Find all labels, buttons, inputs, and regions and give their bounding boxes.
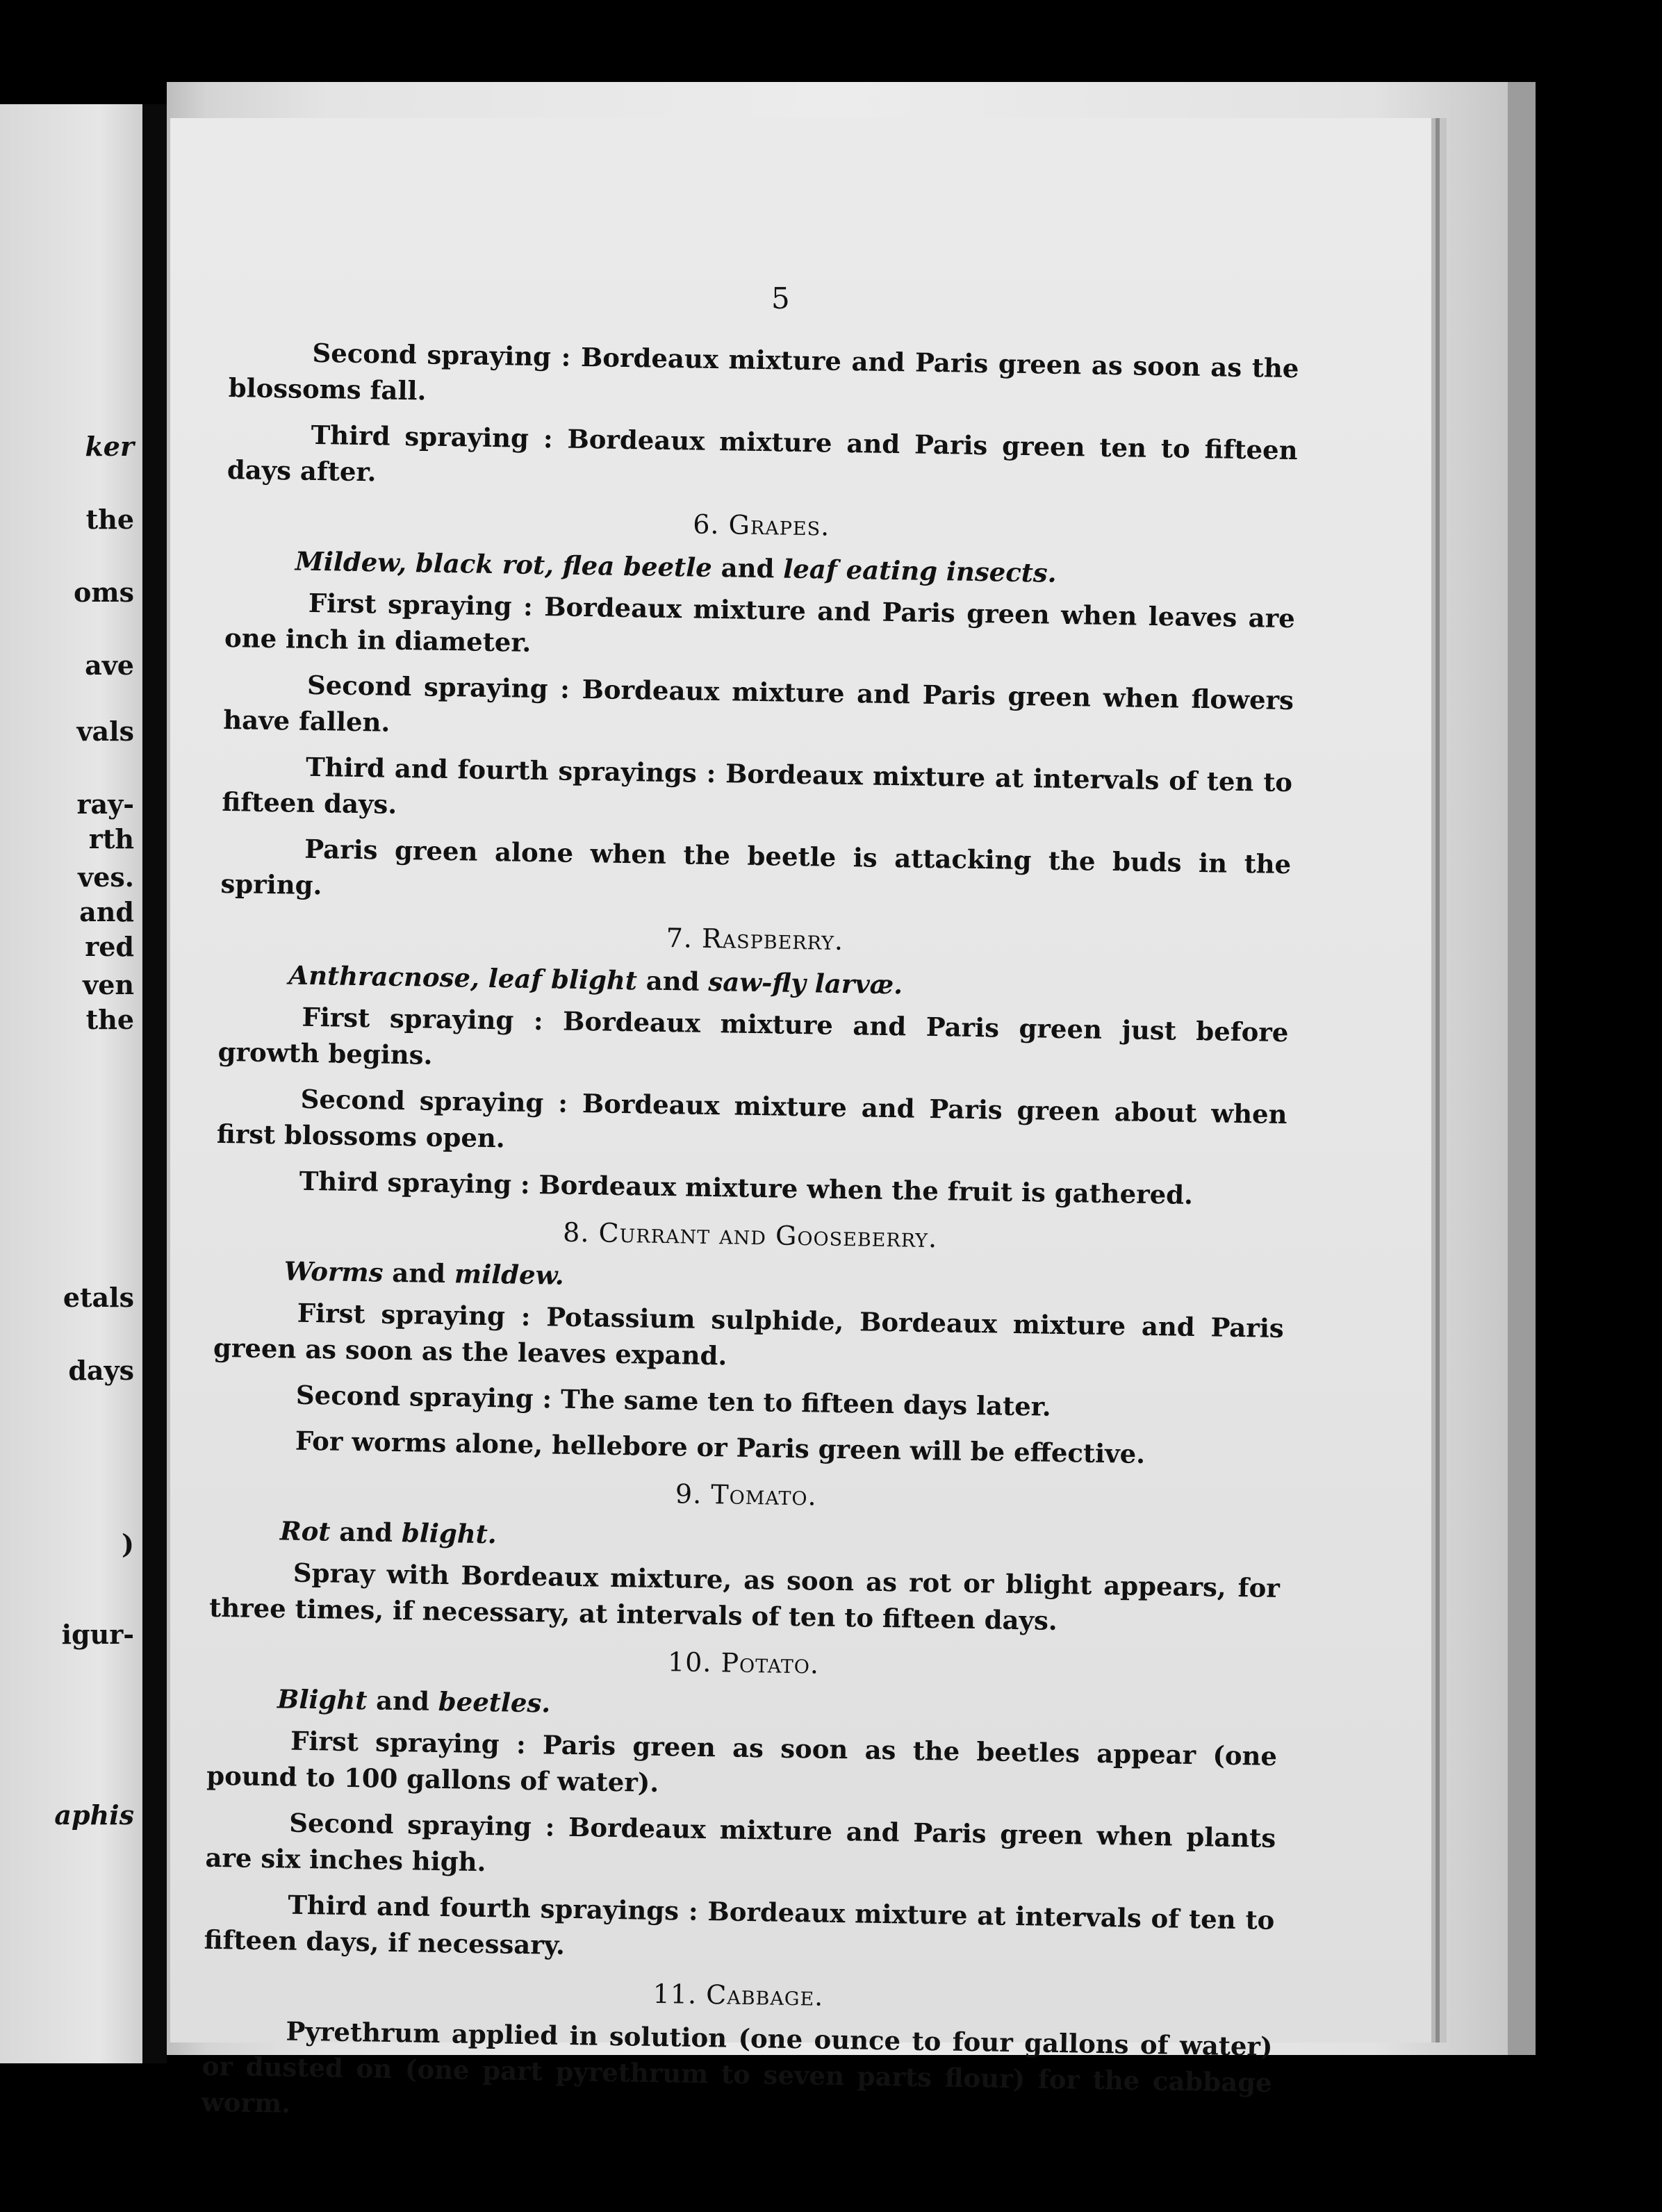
facing-page-text-fragment: ven xyxy=(83,969,134,1000)
section-title: Currant and Gooseberry. xyxy=(598,1217,938,1254)
instruction-paragraph xyxy=(224,584,1295,672)
facing-page-text-fragment: ker xyxy=(85,431,134,462)
facing-page-text-fragment: ) xyxy=(122,1528,134,1560)
instruction-text: Bordeaux mixture and Paris green ten to fifteen days after. xyxy=(227,423,1298,488)
pest-list-part: Mildew, black rot, flea beetle xyxy=(295,545,713,583)
facing-page-text-fragment: the xyxy=(85,1004,134,1035)
spraying-label: First spraying : xyxy=(290,1725,527,1760)
facing-page-text-fragment: oms xyxy=(74,577,134,608)
facing-page-text-fragment: and xyxy=(79,896,134,927)
instruction-text: The same ten to fifteen days later. xyxy=(551,1383,1052,1422)
instruction-text: Bordeaux mixture and Paris green about when first blossoms open. xyxy=(216,1087,1287,1154)
spraying-label: Third and fourth sprayings : xyxy=(288,1889,698,1926)
instruction-text: Pyrethrum applied in solution (one ounce to four gallons of water) or dusted on (one part pyrethrum to seven parts flour) for the cabbage worm. xyxy=(201,2015,1273,2119)
facing-page-text-fragment: vals xyxy=(76,716,134,747)
spraying-label: Second spraying : xyxy=(312,337,571,372)
facing-page-text-fragment: the xyxy=(85,504,134,535)
pest-list-part: blight. xyxy=(401,1517,497,1550)
spraying-label: Third spraying : xyxy=(299,1165,530,1200)
facing-page-text-fragment: ave xyxy=(85,650,134,681)
instruction-paragraph xyxy=(213,1294,1284,1382)
page-number: 5 xyxy=(771,281,790,315)
section-title: Potato. xyxy=(721,1647,820,1680)
instruction-text: Paris green as soon as the beetles appear (one pound to 100 gallons of water). xyxy=(206,1728,1278,1798)
spraying-label: Second spraying : xyxy=(288,1807,555,1842)
instruction-text: Bordeaux mixture and Paris green as soon as the blossoms fall. xyxy=(228,341,1299,406)
pest-list-part: beetles. xyxy=(438,1685,551,1719)
spraying-label: First spraying : xyxy=(297,1297,531,1332)
instruction-paragraph xyxy=(205,1804,1276,1892)
section-title: Grapes. xyxy=(728,509,830,542)
pest-list-part: and xyxy=(367,1685,439,1717)
facing-page-text-fragment: ray- xyxy=(76,789,134,820)
instruction-text: Bordeaux mixture at intervals of ten to fifteen days. xyxy=(222,758,1293,820)
instruction-paragraph xyxy=(201,2012,1273,2137)
instruction-paragraph xyxy=(217,998,1288,1087)
instruction-paragraph xyxy=(212,1421,1283,1474)
instruction-paragraph xyxy=(209,1553,1280,1642)
instruction-paragraph xyxy=(215,1162,1286,1214)
section-title: Cabbage. xyxy=(705,1979,824,2012)
pest-list-part: and xyxy=(711,552,784,584)
section-number: 9. xyxy=(675,1478,711,1510)
spraying-label: Third and fourth sprayings : xyxy=(305,751,716,789)
instruction-text: Bordeaux mixture and Paris green just before growth begins. xyxy=(217,1005,1289,1071)
intro-paragraph xyxy=(227,415,1298,504)
book-gutter xyxy=(142,104,167,2063)
instruction-text: Bordeaux mixture and Paris green when flowers have fallen. xyxy=(222,673,1294,738)
instruction-text: Spray with Bordeaux mixture, as soon as rot or blight appears, for three times, if necessary, at intervals of ten to fifteen days. xyxy=(208,1557,1281,1636)
pest-list-part: leaf eating insects. xyxy=(782,553,1057,588)
instruction-text: Paris green alone when the beetle is attacking the buds in the spring. xyxy=(220,833,1292,901)
section-number: 10. xyxy=(667,1646,721,1678)
instruction-text: Bordeaux mixture when the fruit is gathered. xyxy=(529,1169,1194,1210)
pest-list-part: Rot xyxy=(279,1515,331,1547)
pest-list-part: and xyxy=(330,1516,402,1549)
instruction-text: Bordeaux mixture and Paris green when leaves are one inch in diameter. xyxy=(224,591,1296,658)
facing-page-text-fragment: igur- xyxy=(61,1619,134,1650)
spraying-label: Second spraying : xyxy=(306,669,570,704)
facing-page-text-fragment: aphis xyxy=(54,1799,134,1831)
pest-list-part: saw-fly larvæ. xyxy=(708,966,903,1000)
facing-page-text-fragment: red xyxy=(85,931,134,962)
instruction-text: For worms alone, hellebore or Paris green will be effective. xyxy=(295,1425,1146,1469)
facing-page-text-fragment: etals xyxy=(63,1282,134,1313)
facing-page-edge xyxy=(0,104,142,2063)
pest-list-part: Worms xyxy=(283,1255,384,1288)
pest-list-part: and xyxy=(636,965,709,997)
spraying-label: Second spraying : xyxy=(300,1083,568,1119)
instruction-paragraph xyxy=(223,666,1294,754)
section-title: Tomato. xyxy=(710,1479,818,1512)
spraying-label: First spraying : xyxy=(302,1001,543,1037)
section-number: 6. xyxy=(692,509,729,540)
instruction-paragraph xyxy=(220,830,1291,918)
spraying-label: First spraying : xyxy=(308,587,534,622)
spraying-label: Third spraying : xyxy=(311,419,553,454)
section-number: 7. xyxy=(666,922,702,954)
instruction-paragraph xyxy=(206,1722,1277,1810)
instruction-paragraph xyxy=(204,1885,1274,1974)
facing-page-text-fragment: rth xyxy=(88,823,134,855)
facing-page-text-fragment: ves. xyxy=(78,861,134,893)
page-body xyxy=(201,333,1299,2147)
spraying-label: Second spraying : xyxy=(295,1379,552,1414)
instruction-text: Bordeaux mixture at intervals of ten to fifteen days, if necessary. xyxy=(204,1895,1275,1961)
pest-list-part: mildew. xyxy=(454,1258,565,1291)
section-title: Raspberry. xyxy=(701,923,844,956)
section-number: 8. xyxy=(562,1216,599,1248)
pest-list-part: Blight xyxy=(277,1683,368,1716)
pest-list-part: and xyxy=(383,1257,455,1289)
instruction-text: Bordeaux mixture and Paris green when plants are six inches high. xyxy=(205,1811,1276,1878)
section-number: 11. xyxy=(652,1978,707,2011)
pest-list-part: Anthracnose, leaf blight xyxy=(288,959,638,996)
instruction-paragraph xyxy=(222,748,1292,836)
instruction-paragraph xyxy=(213,1376,1283,1428)
facing-page-text-fragment: days xyxy=(68,1355,134,1386)
instruction-text: Potassium sulphide, Bordeaux mixture and Paris green as soon as the leaves expand. xyxy=(213,1301,1285,1371)
instruction-paragraph xyxy=(216,1080,1287,1169)
